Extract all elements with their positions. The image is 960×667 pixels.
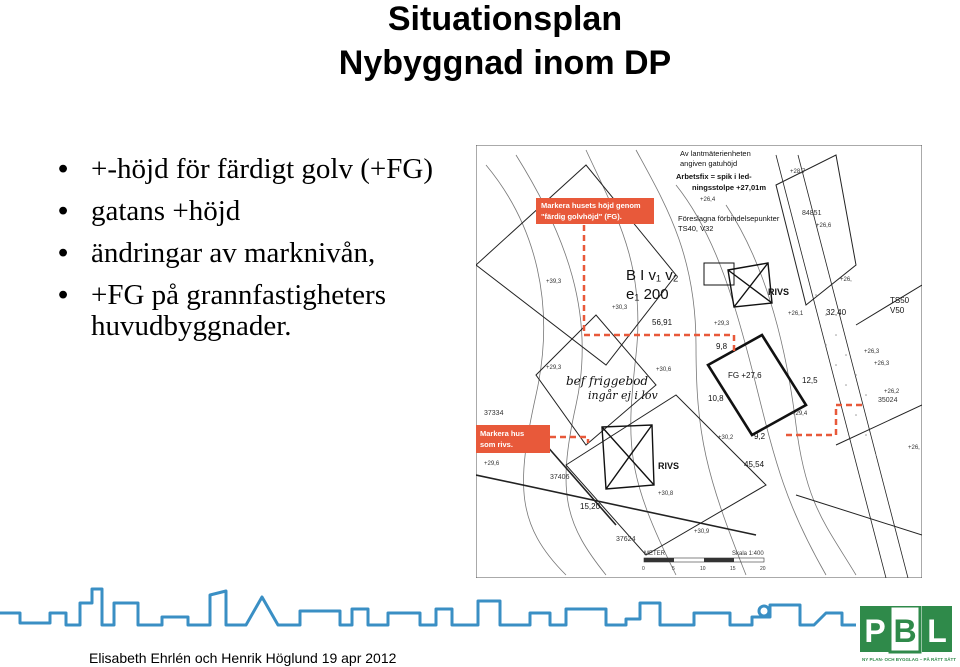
- svg-text:B: B: [893, 613, 917, 649]
- bullet-text: ändringar av marknivån,: [91, 237, 376, 269]
- slide-title-line-1: Situationsplan: [387, 0, 623, 38]
- site-plan-drawing: [476, 145, 922, 578]
- ts-label: TS50: [890, 296, 910, 305]
- hand-note-line-1: bef friggebod: [566, 374, 649, 388]
- bullet-list: [58, 154, 468, 353]
- bullet-text: +-höjd för färdigt golv (+FG): [91, 153, 433, 185]
- zoning-code: B I v₁ v₂ e₁ 200: [626, 267, 679, 303]
- svg-text:P: P: [864, 613, 886, 649]
- bullet-icon: •: [58, 279, 69, 311]
- bullet-text: gatans +höjd: [91, 195, 241, 227]
- bullet-item: [58, 196, 468, 227]
- callout-fg-text: Markera husets höjd genom "färdig golvhöjd" (FG).: [541, 201, 641, 221]
- fg-height-label: FG +27,6: [728, 371, 762, 380]
- hand-note-line-2: ingår ej i lov: [588, 389, 658, 402]
- dimension-labels: 9,8 10,8 12,5 9,2 45,54 15,20 56,91 32,40: [580, 308, 847, 511]
- bullet-icon: •: [58, 237, 69, 269]
- bullet-icon: •: [58, 153, 69, 185]
- bullet-item: [58, 280, 468, 342]
- scale-label: Skala 1:400: [732, 551, 764, 557]
- rivs-label-1: RIVS: [768, 287, 790, 297]
- v-label: V50: [890, 306, 905, 315]
- elevation-points: +28,7 +26,4 +26,6 +26,3 +26,3 +26,2 +26, +26, +26,1 +39,3 +30,3 +29,3 +29,4 +30,2 +30,6 +30,8 +30,9 +29,6 +29,3: [484, 169, 920, 535]
- parcel-numbers: 37334 37406 37624 84851 35024: [484, 210, 898, 543]
- scale-bar-unit: METER: [644, 551, 665, 557]
- proposed-connection-note: Föreslagna förbindelsepunkter TS40, V32: [678, 214, 780, 233]
- bullet-text: +FG på grannfastigheters huvudbyggnader.: [91, 279, 386, 342]
- bullet-item: [58, 154, 468, 185]
- callout-rivs-text: Markera hus som rivs.: [480, 429, 525, 449]
- bullet-icon: •: [58, 195, 69, 227]
- svg-text:L: L: [927, 613, 947, 649]
- footer-credits: Elisabeth Ehrlén och Henrik Höglund 19 apr 2012: [89, 650, 397, 666]
- pbl-logo: [860, 606, 958, 664]
- scale-ticks: 0 5 10 15 20: [642, 566, 766, 572]
- rivs-label-2: RIVS: [658, 461, 680, 471]
- surveyor-note: Av lantmäterienheten angiven gatuhöjd Arbetsfix = spik i led- ningsstolpe +27,01m: [676, 149, 766, 192]
- slide-title-line-2: Nybyggnad inom DP: [338, 44, 672, 82]
- bullet-item: [58, 238, 468, 269]
- svg-text:NY PLAN- OCH BYGGLAG – PÅ RÄTT: NY PLAN- OCH BYGGLAG – PÅ RÄTT SÄTT: [862, 657, 956, 662]
